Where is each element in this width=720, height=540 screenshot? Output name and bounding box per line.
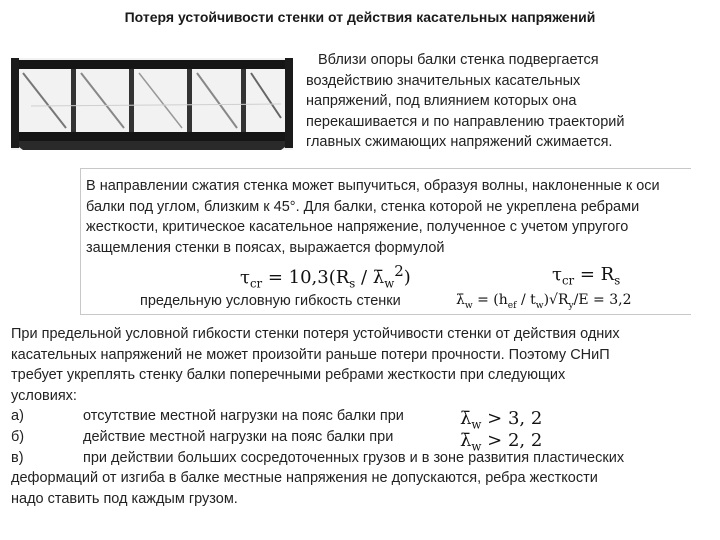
main-line: касательных напряжений не может произойти раньше потери прочности. Поэтому СНиП	[11, 346, 610, 363]
condition-a-label: а)	[11, 408, 24, 425]
condition-a-text: отсутствие местной нагрузки на пояс балки при	[83, 408, 404, 425]
intro-line: перекашивается и по направлению траекторий	[306, 113, 625, 130]
limit-slenderness-formula: $\lambdā_w = (h_{ef} / t_w)√R_y/E = 3,2$	[456, 292, 632, 311]
stiffener-requirements	[11, 324, 711, 509]
paragraph-line: жесткости, критическое касательное напряжение, полученное с учетом упругого	[86, 219, 629, 235]
condition-c-text: при действии больших сосредоточенных грузов и в зоне развития пластических	[83, 449, 625, 466]
condition-c-label: в)	[11, 449, 24, 466]
intro-line: воздействию значительных касательных	[306, 72, 581, 89]
condition-a-formula: $\lambdā_w > 3$, 2	[460, 408, 543, 432]
condition-b-formula: $\lambdā_w > 2$, 2	[460, 430, 543, 454]
main-line: При предельной условной гибкости стенки потеря устойчивости стенки от действия одних	[11, 326, 620, 342]
condition-a	[11, 406, 711, 427]
slide-title: Потеря устойчивости стенки от действия касательных напряжений	[124, 9, 596, 25]
critical-stress-formula: $\tau_{cr} = 10,3(R_s$ / $\lambdā_w^2$)	[240, 262, 411, 291]
paragraph-line: защемления стенки в поясах, выражается формулой	[86, 239, 445, 256]
condition-c-continued: надо ставить под каждым грузом.	[11, 490, 238, 507]
intro-line: напряжений, под влиянием которых она	[306, 93, 577, 109]
paragraph-line: балки под углом, близким к 45°. Для балки, стенка которой не укреплена ребрами	[86, 198, 640, 215]
strength-formula: $\tau_{cr} = R_s$	[552, 264, 621, 288]
condition-b	[11, 427, 711, 448]
critical-stress-paragraph	[86, 176, 706, 258]
condition-c-continued: деформаций от изгиба в балке местные напряжения не допускаются, ребра жесткости	[11, 470, 598, 487]
limit-slenderness-note: предельную условную гибкость стенки	[140, 293, 401, 309]
main-line: требует укреплять стенку балки поперечными ребрами жесткости при следующих	[11, 367, 566, 384]
intro-line: главных сжимающих напряжений сжимается.	[306, 134, 613, 150]
intro-text	[306, 50, 706, 153]
condition-b-text: действие местной нагрузки на пояс балки при	[83, 428, 394, 445]
intro-line: Вблизи опоры балки стенка подвергается	[318, 52, 599, 68]
beam-photo	[11, 58, 293, 150]
paragraph-line: В направлении сжатия стенка может выпучиться, образуя волны, наклоненные к оси	[86, 178, 660, 194]
condition-c	[11, 448, 711, 469]
main-line: условиях:	[11, 387, 77, 404]
condition-b-label: б)	[11, 428, 25, 445]
